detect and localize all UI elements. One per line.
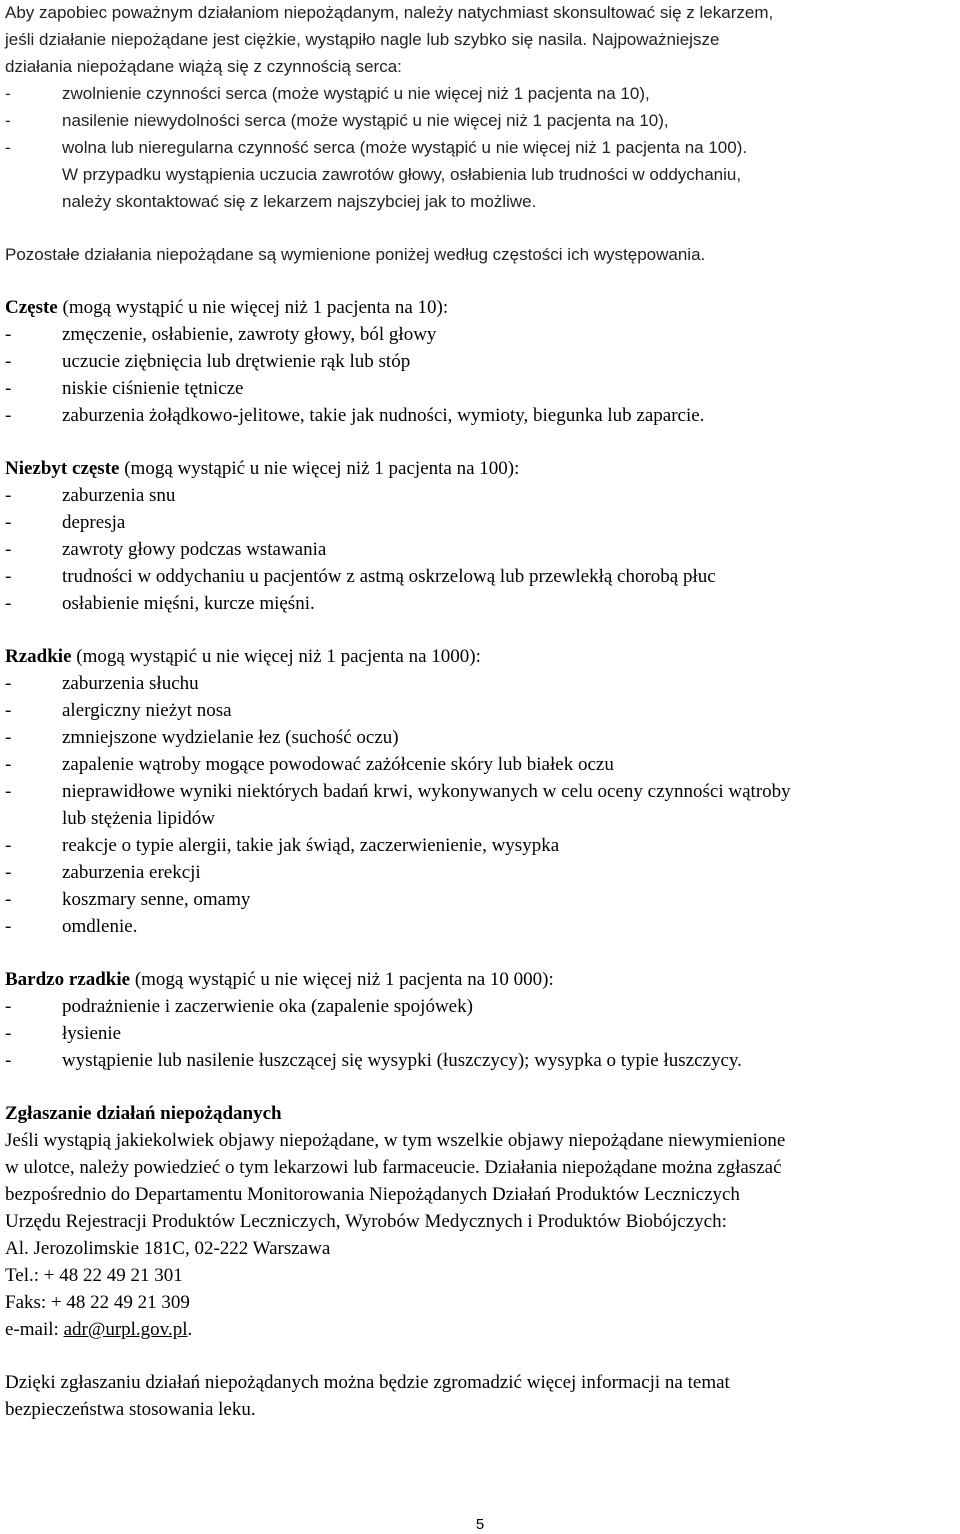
reporting-line-1: Jeśli wystąpią jakiekolwiek objawy niepożądane, w tym wszelkie objawy niepożądane niewymienione — [5, 1130, 786, 1151]
uncommon-heading — [5, 456, 519, 482]
very-rare-subtitle: (mogą wystąpić u nie więcej niż 1 pacjenta na 10 000): — [130, 969, 554, 990]
list-item-text: zawroty głowy podczas wstawania — [62, 539, 327, 560]
list-item-text: wystąpienie lub nasilenie łuszczącej się wysypki (łuszczycy); wysypka o typie łuszczycy. — [62, 1050, 742, 1071]
dash: - — [5, 916, 12, 937]
list-item-text: zaburzenia erekcji — [62, 862, 201, 883]
dash: - — [5, 351, 12, 372]
email-suffix: . — [187, 1319, 193, 1340]
closing-line-2: bezpieczeństwa stosowania leku. — [5, 1399, 256, 1420]
closing-line-1: Dzięki zgłaszaniu działań niepożądanych można będzie zgromadzić więcej informacji na temat — [5, 1372, 730, 1393]
list-item — [5, 779, 791, 805]
dash: - — [5, 324, 12, 345]
intro-after-1: W przypadku wystąpienia uczucia zawrotów głowy, osłabienia lub trudności w oddychaniu, — [62, 165, 742, 184]
list-item-text: zaburzenia snu — [62, 485, 176, 506]
list-item — [5, 698, 232, 724]
reporting-title-text: Zgłaszanie działań niepożądanych — [5, 1103, 282, 1124]
list-item-text: niskie ciśnienie tętnicze — [62, 378, 244, 399]
intro-after-2: należy skontaktować się z lekarzem najszybciej jak to możliwe. — [62, 192, 537, 211]
list-item — [5, 1048, 742, 1074]
rare-title: Rzadkie — [5, 646, 72, 667]
dash: - — [5, 485, 12, 506]
rare-subtitle: (mogą wystąpić u nie więcej niż 1 pacjenta na 1000): — [71, 646, 481, 667]
list-item: zwolnienie czynności serca (może wystąpić u nie więcej niż 1 pacjenta na 10), — [62, 84, 650, 103]
reporting-line-4: Urzędu Rejestracji Produktów Leczniczych, Wyrobów Medycznych i Produktów Biobójczych: — [5, 1211, 727, 1232]
list-item-text: zmęczenie, osłabienie, zawroty głowy, ból głowy — [62, 324, 437, 345]
list-item — [5, 510, 125, 536]
list-item — [5, 591, 315, 617]
page-number: 5 — [475, 1516, 485, 1533]
list-item — [5, 403, 704, 429]
list-item — [5, 1021, 121, 1047]
dash: - — [5, 566, 12, 587]
very-rare-heading — [5, 967, 554, 993]
dash: - — [5, 862, 12, 883]
dash: - — [5, 539, 12, 560]
list-item-text: omdlenie. — [62, 916, 138, 937]
dash: - — [5, 405, 12, 426]
email-prefix: e-mail: — [5, 1319, 64, 1340]
uncommon-subtitle: (mogą wystąpić u nie więcej niż 1 pacjenta na 100): — [119, 458, 520, 479]
list-item — [5, 994, 473, 1020]
frequency-intro: Pozostałe działania niepożądane są wymienione poniżej według częstości ich występowania. — [5, 245, 706, 264]
reporting-line-3: bezpośrednio do Departamentu Monitorowania Niepożądanych Działań Produktów Leczniczych — [5, 1184, 740, 1205]
dash: - — [5, 111, 11, 130]
dash: - — [5, 754, 12, 775]
reporting-title — [5, 1101, 282, 1127]
common-subtitle: (mogą wystąpić u nie więcej niż 1 pacjenta na 10): — [57, 297, 449, 318]
list-item — [5, 537, 326, 563]
email-link[interactable]: adr@urpl.gov.pl — [63, 1319, 188, 1340]
common-title: Częste — [5, 297, 58, 318]
list-item-text: uczucie ziębnięcia lub drętwienie rąk lub stóp — [62, 351, 411, 372]
reporting-phone: Tel.: + 48 22 49 21 301 — [5, 1265, 183, 1286]
intro-line-2: jeśli działanie niepożądane jest ciężkie, wystąpiło nagle lub szybko się nasila. Najpoważniejsze — [5, 30, 720, 49]
rare-heading — [5, 644, 481, 670]
list-item-text: osłabienie mięśni, kurcze mięśni. — [62, 593, 315, 614]
dash: - — [5, 835, 12, 856]
dash: - — [5, 673, 12, 694]
list-item: wolna lub nieregularna czynność serca (może wystąpić u nie więcej niż 1 pacjenta na 100). — [62, 138, 748, 157]
intro-line-3: działania niepożądane wiążą się z czynnością serca: — [5, 57, 402, 76]
reporting-email — [5, 1317, 192, 1343]
list-item — [5, 833, 559, 859]
list-item — [5, 322, 436, 348]
list-item-text: nieprawidłowe wyniki niektórych badań krwi, wykonywanych w celu oceny czynności wątroby — [62, 781, 791, 802]
list-item-text: reakcje o typie alergii, takie jak świąd, zaczerwienienie, wysypka — [62, 835, 560, 856]
list-item — [5, 914, 137, 940]
dash: - — [5, 138, 11, 157]
dash: - — [5, 996, 12, 1017]
list-item — [5, 376, 243, 402]
reporting-address: Al. Jerozolimskie 181C, 02-222 Warszawa — [5, 1238, 331, 1259]
intro-item-2 — [5, 108, 669, 134]
intro-line-1: Aby zapobiec poważnym działaniom niepożądanym, należy natychmiast skonsultować się z lekarzem, — [5, 3, 774, 22]
list-item — [5, 564, 716, 590]
list-item — [5, 483, 175, 509]
list-item-text: trudności w oddychaniu u pacjentów z astmą oskrzelową lub przewlekłą chorobą płuc — [62, 566, 716, 587]
dash: - — [5, 1023, 12, 1044]
dash: - — [5, 1050, 12, 1071]
list-item-text: zaburzenia słuchu — [62, 673, 199, 694]
dash: - — [5, 378, 12, 399]
list-item — [5, 349, 410, 375]
list-item-text: zmniejszone wydzielanie łez (suchość oczu) — [62, 727, 399, 748]
list-item: nasilenie niewydolności serca (może wystąpić u nie więcej niż 1 pacjenta na 10), — [62, 111, 669, 130]
list-item-text: depresja — [62, 512, 126, 533]
reporting-fax: Faks: + 48 22 49 21 309 — [5, 1292, 190, 1313]
list-item-text: koszmary senne, omamy — [62, 889, 251, 910]
dash: - — [5, 781, 12, 802]
very-rare-title: Bardzo rzadkie — [5, 969, 131, 990]
list-item — [5, 887, 250, 913]
list-item — [5, 725, 399, 751]
dash: - — [5, 727, 12, 748]
intro-item-1 — [5, 81, 650, 107]
intro-item-3 — [5, 135, 747, 161]
list-item-text: alergiczny nieżyt nosa — [62, 700, 232, 721]
list-item — [5, 860, 201, 886]
dash: - — [5, 84, 11, 103]
uncommon-title: Niezbyt częste — [5, 458, 120, 479]
reporting-line-2: w ulotce, należy powiedzieć o tym lekarzowi lub farmaceucie. Działania niepożądane można zgłaszać — [5, 1157, 782, 1178]
list-item-continuation: lub stężenia lipidów — [62, 808, 216, 829]
list-item-text: podrażnienie i zaczerwienie oka (zapalenie spojówek) — [62, 996, 473, 1017]
dash: - — [5, 700, 12, 721]
common-heading — [5, 295, 448, 321]
list-item — [5, 752, 614, 778]
list-item-text: zapalenie wątroby mogące powodować zażółcenie skóry lub białek oczu — [62, 754, 614, 775]
list-item — [5, 671, 199, 697]
list-item-text: zaburzenia żołądkowo-jelitowe, takie jak nudności, wymioty, biegunka lub zaparcie. — [62, 405, 705, 426]
dash: - — [5, 512, 12, 533]
list-item-text: łysienie — [62, 1023, 122, 1044]
dash: - — [5, 889, 12, 910]
dash: - — [5, 593, 12, 614]
